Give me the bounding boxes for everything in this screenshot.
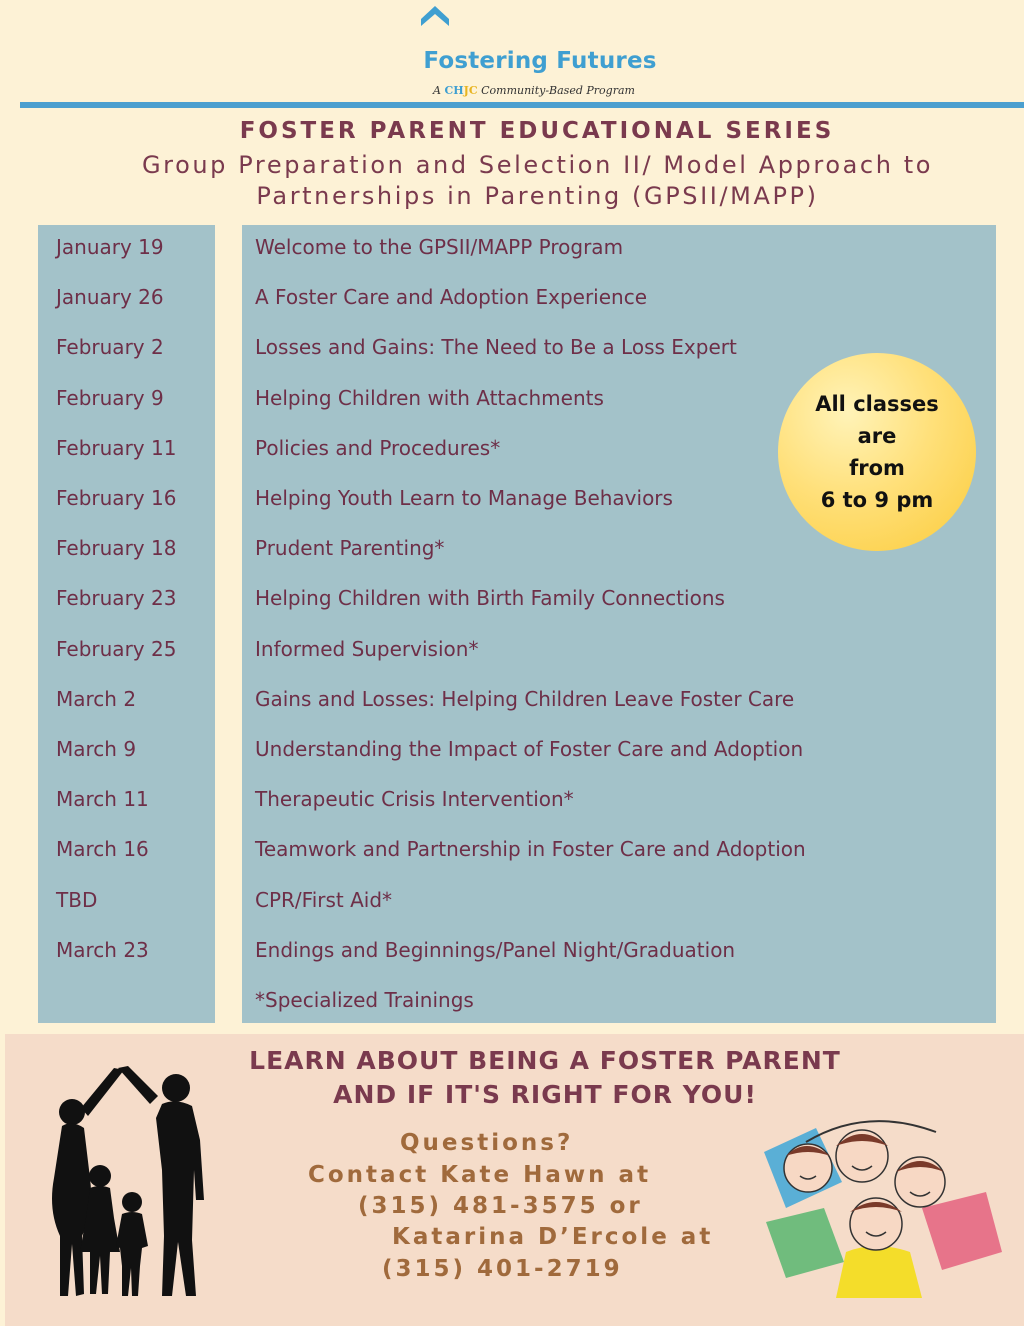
brand-name: Fostering Futures <box>423 48 657 74</box>
contact-line: Contact Kate Hawn at <box>308 1162 652 1188</box>
brand-tagline: A CHJC Community-Based Program <box>433 84 635 97</box>
badge-line: are <box>857 424 897 448</box>
contact-questions: Questions? <box>400 1130 574 1156</box>
class-time-badge <box>778 353 976 551</box>
schedule-footnote: *Specialized Trainings <box>255 988 474 1012</box>
schedule-date: February 11 <box>56 436 177 460</box>
contact-line: Katarina D’Ercole at <box>392 1224 714 1250</box>
schedule-topic: Therapeutic Crisis Intervention* <box>255 787 574 811</box>
house-chevron-icon <box>419 4 451 28</box>
page-subtitle: Group Preparation and Selection II/ Model Approach to Partnerships in Parenting (GPSII/MAPP) <box>141 151 934 210</box>
contact-phone: (315) 401-2719 <box>382 1256 623 1282</box>
schedule-topic: Helping Children with Birth Family Connections <box>255 586 725 610</box>
schedule-date: March 2 <box>56 687 137 711</box>
schedule-topic: Welcome to the GPSII/MAPP Program <box>255 235 624 259</box>
schedule-date: February 16 <box>56 486 177 510</box>
schedule-topic: Helping Children with Attachments <box>255 386 604 410</box>
schedule-topic: Teamwork and Partnership in Foster Care and Adoption <box>255 837 806 861</box>
page-title: FOSTER PARENT EDUCATIONAL SERIES <box>239 118 835 144</box>
schedule-topics-column <box>242 225 996 1023</box>
badge-line: from <box>849 456 905 480</box>
contact-phone: (315) 481-3575 or <box>358 1193 643 1219</box>
schedule-date: February 23 <box>56 586 177 610</box>
schedule-date: February 2 <box>56 335 164 359</box>
cta-line: LEARN ABOUT BEING A FOSTER PARENT <box>249 1046 841 1075</box>
schedule-date: March 23 <box>56 938 149 962</box>
schedule-topic: CPR/First Aid* <box>255 888 393 912</box>
schedule-topic: Endings and Beginnings/Panel Night/Graduation <box>255 938 736 962</box>
header-divider <box>20 102 1024 108</box>
schedule-date: February 9 <box>56 386 164 410</box>
schedule-topic: Policies and Procedures* <box>255 436 501 460</box>
children-circle-illustration <box>746 1112 1010 1298</box>
schedule-date: March 16 <box>56 837 149 861</box>
schedule-date: March 9 <box>56 737 137 761</box>
schedule-topic: Informed Supervision* <box>255 637 479 661</box>
schedule-dates-column <box>38 225 215 1023</box>
schedule-topic: Understanding the Impact of Foster Care and Adoption <box>255 737 804 761</box>
family-silhouette-image <box>26 1060 226 1304</box>
schedule-topic: Prudent Parenting* <box>255 536 445 560</box>
schedule-topic: Losses and Gains: The Need to Be a Loss Expert <box>255 335 737 359</box>
badge-line: 6 to 9 pm <box>820 488 934 512</box>
cta-line: AND IF IT'S RIGHT FOR YOU! <box>333 1080 757 1109</box>
badge-line: All classes <box>815 392 939 416</box>
schedule-date: March 11 <box>56 787 149 811</box>
schedule-date: January 19 <box>56 235 164 259</box>
schedule-topic: Helping Youth Learn to Manage Behaviors <box>255 486 673 510</box>
schedule-date: TBD <box>56 888 98 912</box>
schedule-date: February 25 <box>56 637 177 661</box>
schedule-date: January 26 <box>56 285 164 309</box>
schedule-date: February 18 <box>56 536 177 560</box>
schedule-topic: A Foster Care and Adoption Experience <box>255 285 648 309</box>
schedule-topic: Gains and Losses: Helping Children Leave Foster Care <box>255 687 795 711</box>
